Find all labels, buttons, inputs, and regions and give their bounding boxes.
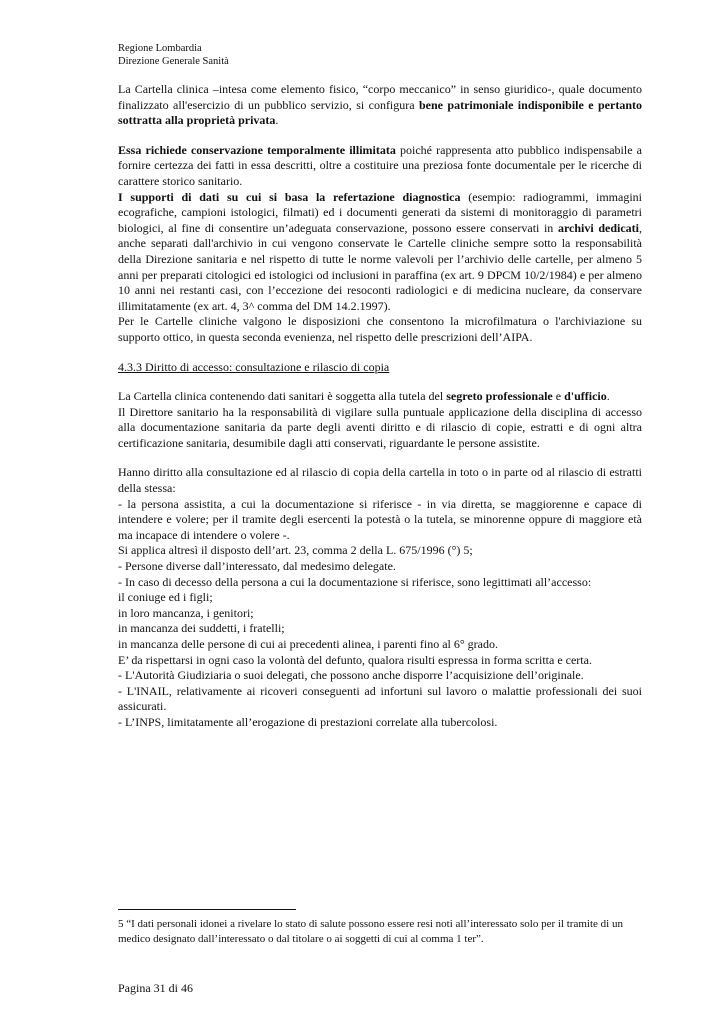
- list-item: - Persone diverse dall’interessato, dal medesimo delegate.: [118, 559, 396, 574]
- header-region: Regione Lombardia: [118, 43, 202, 54]
- bold-run: archivi dedicati: [557, 220, 639, 235]
- paragraph-director-responsibility: Il Direttore sanitario ha la responsabilità di vigilare sulla puntuale applicazione della disciplina di accesso alla documentazione sanitaria da parte degli aventi diritto e di rilascio di copie, estratti e di ogni altra certificazione sanitaria, desumibile dagli atti conservati, riguardante le persone assistite.: [118, 404, 642, 450]
- header-department: Direzione Generale Sanità: [118, 55, 229, 67]
- document-body: [118, 82, 642, 731]
- bold-run: segreto professionale: [446, 389, 553, 404]
- page-header: [118, 43, 229, 68]
- list-item: Si applica altresì il disposto dell’art. 23, comma 2 della L. 675/1996 (°) 5;: [118, 543, 473, 558]
- text-run: e: [552, 389, 565, 404]
- paragraph-microfilm: Per le Cartelle cliniche valgono le disposizioni che consentono la microfilmatura o l'archiviazione su supporto ottico, in questa seconda evenienza, nel rispetto delle prescrizioni dell’AIPA.: [118, 314, 642, 344]
- list-item: in loro mancanza, i genitori;: [118, 605, 254, 620]
- text-run: La Cartella clinica contenendo dati sanitari è soggetta alla tutela del: [118, 389, 447, 404]
- list-item: in mancanza dei suddetti, i fratelli;: [118, 621, 285, 636]
- page-number: Pagina 31 di 46: [118, 981, 193, 995]
- text-run: (esempio: radiogrammi, immagini ecografiche, campioni istologici, filmati) ed i documenti generati da sistemi di monitoraggio di parametri biologici, al fine di consentire un’adeguata conservazione, possono essere conservati in: [118, 189, 643, 235]
- list-item: - L’INPS, limitatamente all’erogazione di prestazioni correlate alla tubercolosi.: [118, 714, 498, 729]
- bold-run: Essa richiede conservazione temporalmente illimitata: [118, 142, 396, 157]
- text-run: , anche separati dall'archivio in cui vengono conservate le Cartelle cliniche sempre sotto la responsabilità della Direzione sanitaria e nel rispetto di tutte le norme valevoli per l’archivio delle cartelle, per almeno 5 anni per preparati citologici ed istologici od inclusioni in paraffina (ex art. 9 DPCM 10/2/1984) e per almeno 10 anni nei restanti casi, con l’eccezione dei resoconti radiologici e di medicina nucleare, da conservare illimitatamente (ex art. 4, 3^ comma del DM 14.2.1997).: [118, 220, 642, 313]
- paragraph-secrecy: [118, 389, 642, 405]
- text-run: .: [606, 389, 610, 404]
- list-item: - la persona assistita, a cui la documentazione si riferisce - in via diretta, se maggiorenne e capace di intendere e volere; per il tramite degli esercenti la potestà o la tutela, se minorenne oppure di maggiore età ma incapace di intendere o volere -.: [118, 496, 642, 542]
- paragraph-cartella-definition: [118, 82, 642, 129]
- list-item: - L'Autorità Giudiziaria o suoi delegati, che possono anche disporre l’acquisizione dell’originale.: [118, 668, 584, 683]
- list-item: il coniuge ed i figli;: [118, 590, 213, 605]
- footnote-divider: [118, 909, 296, 910]
- list-item: - L'INAIL, relativamente ai ricoveri conseguenti ad infortuni sul lavoro o malattie professionali dei suoi assicurati.: [118, 683, 642, 714]
- text-run: poiché rappresenta atto pubblico indispensabile a fornire certezza dei fatti in essa descritti, oltre a costituire una preziosa fonte documentale per le ricerche di carattere storico sanitario.: [118, 142, 642, 188]
- paragraph-conservation: [118, 143, 642, 190]
- bold-run: d'ufficio: [564, 389, 607, 404]
- footnote: 5 “I dati personali idonei a rivelare lo stato di salute possono essere resi noti all’interessato solo per il tramite di un medico designato dall’interessato o dal titolare o ai soggetti di cui al comma 1 ter”.: [118, 918, 623, 945]
- list-item: - In caso di decesso della persona a cui la documentazione si riferisce, sono legittimati all’accesso:: [118, 574, 592, 589]
- section-heading: 4.3.3 Diritto di accesso: consultazione e rilascio di copia: [118, 359, 390, 374]
- list-item: E’ da rispettarsi in ogni caso la volontà del defunto, qualora risulti espressa in forma scritta e certa.: [118, 652, 592, 667]
- paragraph-right-to-access: Hanno diritto alla consultazione ed al rilascio di copia della cartella in toto o in parte od al rilascio di estratti della stessa:: [118, 465, 642, 496]
- text-run: La Cartella clinica –intesa come elemento fisico, “corpo meccanico” in senso giuridico-, quale documento finalizzato all'esercizio di un pubblico servizio, si configura: [118, 82, 642, 112]
- paragraph-data-supports: [118, 190, 642, 315]
- bold-run: I supporti di dati su cui si basa la refertazione diagnostica: [118, 189, 461, 204]
- list-item: in mancanza delle persone di cui ai precedenti alinea, i parenti fino al 6° grado.: [118, 637, 498, 651]
- bold-run: bene patrimoniale indisponibile e pertanto sottratta alla proprietà privata: [118, 97, 642, 128]
- text-run: .: [275, 113, 279, 128]
